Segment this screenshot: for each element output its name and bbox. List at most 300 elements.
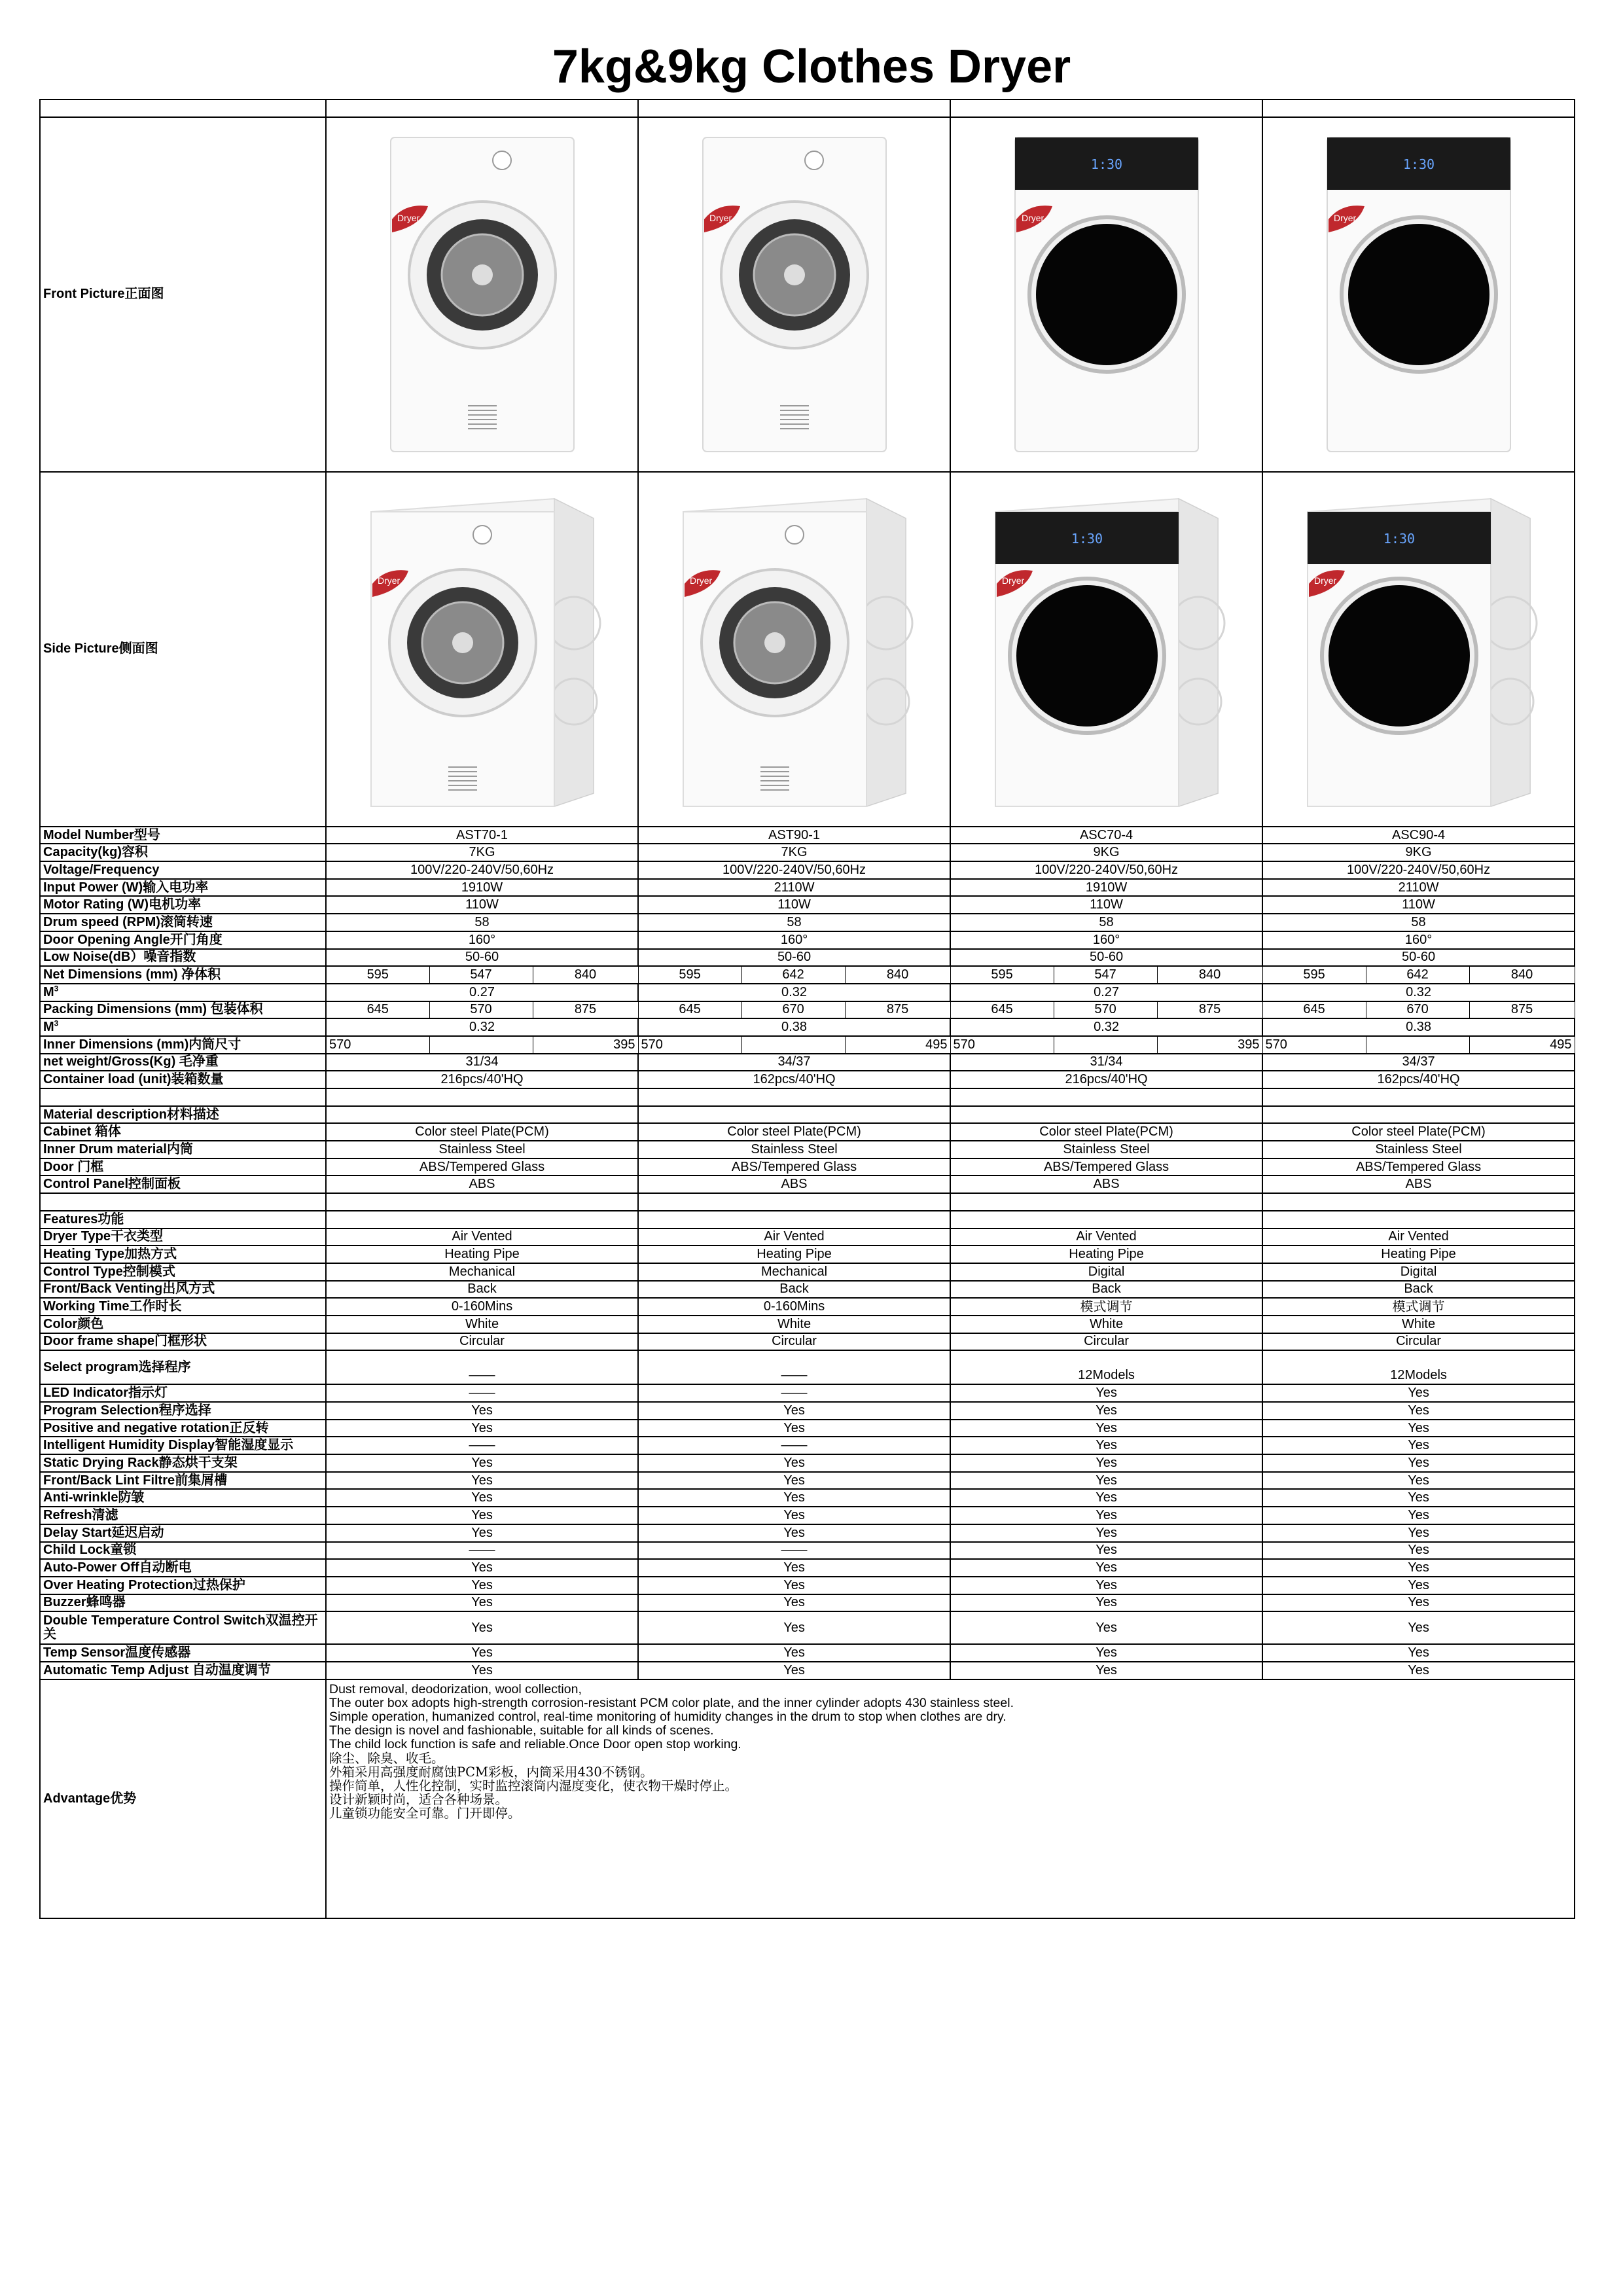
cell-double_temp-2: Yes — [638, 1611, 950, 1644]
svg-text:1:30: 1:30 — [1383, 530, 1415, 547]
cell-motor-2: 110W — [638, 896, 950, 914]
row-voltage — [40, 861, 1575, 879]
row-control-type — [40, 1263, 1575, 1281]
row-label-door: Door 门框 — [40, 1158, 326, 1176]
cell-door-2: ABS/Tempered Glass — [638, 1158, 950, 1176]
row-label-empty — [40, 1088, 326, 1106]
cell-led-3: Yes — [950, 1384, 1262, 1402]
cell-empty-2 — [638, 1088, 950, 1106]
cell-inner-4-1: 570 — [1262, 1036, 1366, 1054]
row-packing-dimensions — [40, 1001, 1575, 1019]
advantage-line: 外箱采用高强度耐腐蚀PCM彩板，内筒采用430不锈钢。 — [329, 1764, 653, 1780]
cell-empty-2 — [638, 1211, 950, 1229]
cell-dryer_type-2: Air Vented — [638, 1229, 950, 1246]
front-picture-cell-3 — [950, 117, 1262, 472]
row-label-refresh: Refresh清滤 — [40, 1507, 326, 1524]
svg-text:Dryer: Dryer — [397, 212, 419, 223]
cell-capacity-2: 7KG — [638, 844, 950, 861]
blank-cell — [1262, 99, 1575, 117]
cell-panel-4: ABS — [1262, 1175, 1575, 1193]
cell-over_heat-1: Yes — [326, 1577, 638, 1594]
row-features — [40, 1211, 1575, 1229]
cell-pack_m3-3: 0.32 — [950, 1018, 1262, 1036]
row-motor-rating — [40, 896, 1575, 914]
svg-text:1:30: 1:30 — [1071, 530, 1103, 547]
cell-auto_off-1: Yes — [326, 1559, 638, 1577]
cell-anti_wrinkle-3: Yes — [950, 1489, 1262, 1507]
cell-weight-1: 31/34 — [326, 1054, 638, 1071]
spec-table — [39, 99, 1575, 1919]
cell-auto_temp-2: Yes — [638, 1662, 950, 1679]
row-select-program — [40, 1350, 1575, 1384]
cell-rack-1: Yes — [326, 1454, 638, 1472]
cell-pack_m3-4: 0.38 — [1262, 1018, 1575, 1036]
row-label-cabinet: Cabinet 箱体 — [40, 1123, 326, 1141]
cell-door-1: ABS/Tempered Glass — [326, 1158, 638, 1176]
row-label-delay-start: Delay Start延迟启动 — [40, 1524, 326, 1542]
cell-double_temp-1: Yes — [326, 1611, 638, 1644]
cell-over_heat-4: Yes — [1262, 1577, 1575, 1594]
cell-led-1: —— — [326, 1384, 638, 1402]
advantage-line: Dust removal, deodorization, wool collection, — [329, 1681, 582, 1696]
cell-control-1: Mechanical — [326, 1263, 638, 1281]
cell-anti_wrinkle-2: Yes — [638, 1489, 950, 1507]
row-refresh — [40, 1507, 1575, 1524]
row-label-voltage: Voltage/Frequency — [40, 861, 326, 879]
cell-pack-4-3: 875 — [1469, 1001, 1575, 1019]
row-label-child-lock: Child Lock童锁 — [40, 1542, 326, 1560]
cell-double_temp-3: Yes — [950, 1611, 1262, 1644]
row-container-load — [40, 1071, 1575, 1088]
cell-voltage-4: 100V/220-240V/50,60Hz — [1262, 861, 1575, 879]
row-drying-rack — [40, 1454, 1575, 1472]
cell-rack-3: Yes — [950, 1454, 1262, 1472]
cell-led-2: —— — [638, 1384, 950, 1402]
svg-text:Dryer: Dryer — [1313, 575, 1336, 586]
cell-empty-4 — [1262, 1088, 1575, 1106]
row-label-working-time: Working Time工作时长 — [40, 1298, 326, 1316]
cell-empty-3 — [950, 1106, 1262, 1124]
row-label-over-heating: Over Heating Protection过热保护 — [40, 1577, 326, 1594]
cell-working_time-2: 0-160Mins — [638, 1298, 950, 1316]
row-label-door-angle: Door Opening Angle开门角度 — [40, 931, 326, 949]
cell-inner-1-1: 570 — [326, 1036, 429, 1054]
cell-capacity-4: 9KG — [1262, 844, 1575, 861]
row-drum-speed — [40, 914, 1575, 931]
front-picture-cell-4 — [1262, 117, 1575, 472]
row-double-temp — [40, 1611, 1575, 1644]
row-label-side-picture: Side Picture侧面图 — [40, 472, 326, 827]
cell-container-2: 162pcs/40'HQ — [638, 1071, 950, 1088]
row-child-lock — [40, 1542, 1575, 1560]
cell-over_heat-2: Yes — [638, 1577, 950, 1594]
cell-pack_m3-2: 0.38 — [638, 1018, 950, 1036]
cell-container-3: 216pcs/40'HQ — [950, 1071, 1262, 1088]
row-label-venting: Front/Back Venting出风方式 — [40, 1281, 326, 1299]
cell-color-1: White — [326, 1316, 638, 1333]
row-heating-type — [40, 1246, 1575, 1263]
cell-inner-3-1: 570 — [950, 1036, 1054, 1054]
row-lint-filter — [40, 1472, 1575, 1490]
cell-empty-1 — [326, 1106, 638, 1124]
cell-input_power-2: 2110W — [638, 879, 950, 897]
cell-dryer_type-1: Air Vented — [326, 1229, 638, 1246]
m3-unit: M — [43, 984, 54, 999]
front-picture-cell-1 — [326, 117, 638, 472]
cell-empty-1 — [326, 1193, 638, 1211]
cell-voltage-3: 100V/220-240V/50,60Hz — [950, 861, 1262, 879]
cell-delay-2: Yes — [638, 1524, 950, 1542]
cell-refresh-4: Yes — [1262, 1507, 1575, 1524]
cell-empty-1 — [326, 1211, 638, 1229]
cell-buzzer-2: Yes — [638, 1594, 950, 1612]
row-net-weight — [40, 1054, 1575, 1071]
row-label-input-power: Input Power (W)输入电功率 — [40, 879, 326, 897]
advantage-line: 操作简单，人性化控制，实时监控滚筒内湿度变化，使衣物干燥时停止。 — [329, 1778, 738, 1793]
cell-lint-4: Yes — [1262, 1472, 1575, 1490]
cell-panel-3: ABS — [950, 1175, 1262, 1193]
row-inner-dimensions — [40, 1036, 1575, 1054]
svg-text:1:30: 1:30 — [1090, 156, 1122, 172]
row-label-rotation: Positive and negative rotation正反转 — [40, 1420, 326, 1437]
cell-empty-4 — [1262, 1211, 1575, 1229]
side-picture-cell-3 — [950, 472, 1262, 827]
row-anti-wrinkle — [40, 1489, 1575, 1507]
front-picture-cell-2 — [638, 117, 950, 472]
cell-buzzer-1: Yes — [326, 1594, 638, 1612]
cell-empty-3 — [950, 1193, 1262, 1211]
cell-child_lock-2: —— — [638, 1542, 950, 1560]
cell-net-1-2: 547 — [429, 966, 533, 984]
cell-control-4: Digital — [1262, 1263, 1575, 1281]
cell-humidity-4: Yes — [1262, 1437, 1575, 1454]
advantage-line: The design is novel and fashionable, suitable for all kinds of scenes. — [329, 1723, 714, 1738]
row-label-drum-speed: Drum speed (RPM)滚筒转速 — [40, 914, 326, 931]
cell-anti_wrinkle-1: Yes — [326, 1489, 638, 1507]
cell-inner-2-1: 570 — [638, 1036, 741, 1054]
advantage-text — [326, 1679, 1575, 1918]
cell-temp_sensor-4: Yes — [1262, 1644, 1575, 1662]
cell-auto_temp-1: Yes — [326, 1662, 638, 1679]
cell-pack-3-2: 570 — [1054, 1001, 1157, 1019]
m3-unit: M — [43, 1020, 54, 1035]
row-auto-temp — [40, 1662, 1575, 1679]
row-blank-2 — [40, 1193, 1575, 1211]
cell-delay-3: Yes — [950, 1524, 1262, 1542]
cell-child_lock-1: —— — [326, 1542, 638, 1560]
cell-over_heat-3: Yes — [950, 1577, 1262, 1594]
cell-pack-1-1: 645 — [326, 1001, 429, 1019]
cell-dryer_type-3: Air Vented — [950, 1229, 1262, 1246]
cell-input_power-4: 2110W — [1262, 879, 1575, 897]
row-low-noise — [40, 949, 1575, 967]
cell-inner-2-2 — [741, 1036, 845, 1054]
cell-anti_wrinkle-4: Yes — [1262, 1489, 1575, 1507]
cell-heating-1: Heating Pipe — [326, 1246, 638, 1263]
cell-working_time-4: 模式调节 — [1262, 1298, 1575, 1316]
cell-model-3: ASC70-4 — [950, 827, 1262, 844]
row-label-control-type: Control Type控制模式 — [40, 1263, 326, 1281]
cell-rotation-4: Yes — [1262, 1420, 1575, 1437]
row-label-humidity-display: Intelligent Humidity Display智能湿度显示 — [40, 1437, 326, 1454]
cell-refresh-2: Yes — [638, 1507, 950, 1524]
cell-container-4: 162pcs/40'HQ — [1262, 1071, 1575, 1088]
row-working-time — [40, 1298, 1575, 1316]
cell-empty-3 — [950, 1211, 1262, 1229]
advantage-line: 设计新颖时尚，适合各种场景。 — [329, 1791, 508, 1807]
blank-cell — [950, 99, 1262, 117]
cell-program_selection-4: Yes — [1262, 1402, 1575, 1420]
side-picture-row — [40, 472, 1575, 827]
cell-delay-4: Yes — [1262, 1524, 1575, 1542]
row-label-motor-rating: Motor Rating (W)电机功率 — [40, 896, 326, 914]
row-label-door-frame-shape: Door frame shape门框形状 — [40, 1333, 326, 1351]
row-delay-start — [40, 1524, 1575, 1542]
row-label-color: Color颜色 — [40, 1316, 326, 1333]
cell-net-2-2: 642 — [741, 966, 845, 984]
cell-humidity-2: —— — [638, 1437, 950, 1454]
cell-pack-2-3: 875 — [845, 1001, 950, 1019]
cell-inner-2-3: 495 — [845, 1036, 950, 1054]
svg-text:Dryer: Dryer — [689, 575, 712, 586]
cell-select_program-1: —— — [326, 1350, 638, 1384]
row-label-model-number: Model Number型号 — [40, 827, 326, 844]
cell-net_m3-3: 0.27 — [950, 984, 1262, 1001]
cell-color-4: White — [1262, 1316, 1575, 1333]
cell-pack-2-1: 645 — [638, 1001, 741, 1019]
cell-pack-1-2: 570 — [429, 1001, 533, 1019]
cell-cabinet-4: Color steel Plate(PCM) — [1262, 1123, 1575, 1141]
cell-net-2-1: 595 — [638, 966, 741, 984]
cell-voltage-1: 100V/220-240V/50,60Hz — [326, 861, 638, 879]
cell-venting-3: Back — [950, 1281, 1262, 1299]
cell-drum_speed-3: 58 — [950, 914, 1262, 931]
cell-color-2: White — [638, 1316, 950, 1333]
cell-program_selection-3: Yes — [950, 1402, 1262, 1420]
row-label-heating-type: Heating Type加热方式 — [40, 1246, 326, 1263]
row-led-indicator — [40, 1384, 1575, 1402]
cell-door_angle-3: 160° — [950, 931, 1262, 949]
cell-drum_speed-1: 58 — [326, 914, 638, 931]
cell-empty-3 — [950, 1088, 1262, 1106]
cell-venting-1: Back — [326, 1281, 638, 1299]
cell-net-4-1: 595 — [1262, 966, 1366, 984]
cell-program_selection-2: Yes — [638, 1402, 950, 1420]
row-rotation — [40, 1420, 1575, 1437]
blank-cell — [326, 99, 638, 117]
cell-door_shape-4: Circular — [1262, 1333, 1575, 1351]
cell-select_program-3: 12Models — [950, 1350, 1262, 1384]
page-title: 7kg&9kg Clothes Dryer — [552, 41, 1071, 93]
cell-buzzer-3: Yes — [950, 1594, 1262, 1612]
row-label-select-program: Select program选择程序 — [40, 1350, 326, 1384]
cell-door-4: ABS/Tempered Glass — [1262, 1158, 1575, 1176]
cell-led-4: Yes — [1262, 1384, 1575, 1402]
cell-rack-4: Yes — [1262, 1454, 1575, 1472]
row-label-dryer-type: Dryer Type干衣类型 — [40, 1229, 326, 1246]
blank-cell — [638, 99, 950, 117]
cell-cabinet-3: Color steel Plate(PCM) — [950, 1123, 1262, 1141]
row-label-material-description: Material description材料描述 — [40, 1106, 326, 1124]
cell-door_angle-4: 160° — [1262, 931, 1575, 949]
svg-text:Dryer: Dryer — [1333, 212, 1356, 223]
cell-model-1: AST70-1 — [326, 827, 638, 844]
row-dryer-type — [40, 1229, 1575, 1246]
cell-working_time-3: 模式调节 — [950, 1298, 1262, 1316]
cell-child_lock-3: Yes — [950, 1542, 1262, 1560]
cell-program_selection-1: Yes — [326, 1402, 638, 1420]
row-label-capacity: Capacity(kg)容积 — [40, 844, 326, 861]
row-label-front-picture: Front Picture正面图 — [40, 117, 326, 472]
cell-drum_speed-4: 58 — [1262, 914, 1575, 931]
cell-drum-2: Stainless Steel — [638, 1141, 950, 1158]
cell-motor-1: 110W — [326, 896, 638, 914]
row-net-dimensions — [40, 966, 1575, 984]
front-picture-dryer-2 — [690, 131, 899, 458]
cell-pack-4-1: 645 — [1262, 1001, 1366, 1019]
cell-net-2-3: 840 — [845, 966, 950, 984]
cell-drum-3: Stainless Steel — [950, 1141, 1262, 1158]
row-label-inner-dimensions: Inner Dimensions (mm)内筒尺寸 — [40, 1036, 326, 1054]
row-label-advantage: Advantage优势 — [40, 1679, 326, 1918]
row-label-double-temp: Double Temperature Control Switch双温控开关 — [40, 1611, 326, 1644]
advantage-line: 除尘、除臭、收毛。 — [329, 1750, 444, 1766]
cell-pack-4-2: 670 — [1366, 1001, 1469, 1019]
cell-auto_off-3: Yes — [950, 1559, 1262, 1577]
cell-empty-2 — [638, 1106, 950, 1124]
side-picture-cell-2 — [638, 472, 950, 827]
cell-net-3-2: 547 — [1054, 966, 1157, 984]
cell-empty-1 — [326, 1088, 638, 1106]
cell-pack-3-1: 645 — [950, 1001, 1054, 1019]
row-door-angle — [40, 931, 1575, 949]
cell-panel-1: ABS — [326, 1175, 638, 1193]
cell-buzzer-4: Yes — [1262, 1594, 1575, 1612]
cell-double_temp-4: Yes — [1262, 1611, 1575, 1644]
m3-superscript: 3 — [54, 1018, 59, 1028]
row-label-empty — [40, 1193, 326, 1211]
cell-humidity-1: —— — [326, 1437, 638, 1454]
cell-motor-4: 110W — [1262, 896, 1575, 914]
row-advantage — [40, 1679, 1575, 1918]
cell-humidity-3: Yes — [950, 1437, 1262, 1454]
row-program-selection — [40, 1402, 1575, 1420]
row-door-frame-shape — [40, 1333, 1575, 1351]
row-net-dimensions-m3 — [40, 984, 1575, 1001]
blank-cell — [40, 99, 326, 117]
row-model-number — [40, 827, 1575, 844]
row-label-inner-drum: Inner Drum material内筒 — [40, 1141, 326, 1158]
cell-rack-2: Yes — [638, 1454, 950, 1472]
cell-door_shape-2: Circular — [638, 1333, 950, 1351]
svg-text:1:30: 1:30 — [1402, 156, 1435, 172]
cell-net-4-2: 642 — [1366, 966, 1469, 984]
row-label-temp-sensor: Temp Sensor温度传感器 — [40, 1644, 326, 1662]
cell-refresh-3: Yes — [950, 1507, 1262, 1524]
cell-venting-4: Back — [1262, 1281, 1575, 1299]
cell-door_shape-3: Circular — [950, 1333, 1262, 1351]
cell-capacity-1: 7KG — [326, 844, 638, 861]
row-input-power — [40, 879, 1575, 897]
row-label-program-selection: Program Selection程序选择 — [40, 1402, 326, 1420]
cell-auto_off-2: Yes — [638, 1559, 950, 1577]
cell-door-3: ABS/Tempered Glass — [950, 1158, 1262, 1176]
row-capacity — [40, 844, 1575, 861]
cell-net-1-1: 595 — [326, 966, 429, 984]
row-cabinet — [40, 1123, 1575, 1141]
row-inner-drum — [40, 1141, 1575, 1158]
cell-drum-1: Stainless Steel — [326, 1141, 638, 1158]
cell-venting-2: Back — [638, 1281, 950, 1299]
front-picture-dryer-3 — [1002, 131, 1211, 458]
cell-delay-1: Yes — [326, 1524, 638, 1542]
row-label-m3 — [40, 1018, 326, 1036]
cell-dryer_type-4: Air Vented — [1262, 1229, 1575, 1246]
svg-text:Dryer: Dryer — [709, 212, 732, 223]
row-label-m3 — [40, 984, 326, 1001]
side-picture-dryer-4 — [1294, 486, 1543, 813]
cell-noise-2: 50-60 — [638, 949, 950, 967]
cell-net-3-3: 840 — [1157, 966, 1262, 984]
cell-empty-2 — [638, 1193, 950, 1211]
side-picture-dryer-1 — [358, 486, 607, 813]
row-venting — [40, 1281, 1575, 1299]
cell-rotation-2: Yes — [638, 1420, 950, 1437]
cell-net-4-3: 840 — [1469, 966, 1575, 984]
svg-text:Dryer: Dryer — [1001, 575, 1024, 586]
cell-refresh-1: Yes — [326, 1507, 638, 1524]
row-label-lint-filter: Front/Back Lint Filtre前集屑槽 — [40, 1472, 326, 1490]
cell-noise-1: 50-60 — [326, 949, 638, 967]
side-picture-cell-1 — [326, 472, 638, 827]
cell-control-2: Mechanical — [638, 1263, 950, 1281]
row-label-low-noise: Low Noise(dB）噪音指数 — [40, 949, 326, 967]
cell-rotation-1: Yes — [326, 1420, 638, 1437]
cell-lint-3: Yes — [950, 1472, 1262, 1490]
cell-cabinet-1: Color steel Plate(PCM) — [326, 1123, 638, 1141]
row-label-auto-temp: Automatic Temp Adjust 自动温度调节 — [40, 1662, 326, 1679]
svg-text:Dryer: Dryer — [1021, 212, 1044, 223]
row-label-features: Features功能 — [40, 1211, 326, 1229]
row-label-buzzer: Buzzer蜂鸣器 — [40, 1594, 326, 1612]
cell-door_angle-2: 160° — [638, 931, 950, 949]
row-door — [40, 1158, 1575, 1176]
cell-select_program-2: —— — [638, 1350, 950, 1384]
cell-inner-3-3: 395 — [1157, 1036, 1262, 1054]
advantage-line: Simple operation, humanized control, real-time monitoring of humidity changes in the drum to stop when clothes are dry. — [329, 1709, 1007, 1724]
cell-auto_temp-3: Yes — [950, 1662, 1262, 1679]
row-label-drying-rack: Static Drying Rack静态烘干支架 — [40, 1454, 326, 1472]
row-color — [40, 1316, 1575, 1333]
cell-empty-4 — [1262, 1193, 1575, 1211]
front-picture-row — [40, 117, 1575, 472]
cell-weight-2: 34/37 — [638, 1054, 950, 1071]
cell-drum-4: Stainless Steel — [1262, 1141, 1575, 1158]
cell-drum_speed-2: 58 — [638, 914, 950, 931]
row-buzzer — [40, 1594, 1575, 1612]
header-blank-row — [40, 99, 1575, 117]
cell-door_shape-1: Circular — [326, 1333, 638, 1351]
cell-heating-3: Heating Pipe — [950, 1246, 1262, 1263]
cell-pack-3-3: 875 — [1157, 1001, 1262, 1019]
cell-inner-1-2 — [429, 1036, 533, 1054]
cell-color-3: White — [950, 1316, 1262, 1333]
row-temp-sensor — [40, 1644, 1575, 1662]
cell-panel-2: ABS — [638, 1175, 950, 1193]
row-label-packing-dimensions: Packing Dimensions (mm) 包装体积 — [40, 1001, 326, 1019]
side-picture-dryer-3 — [982, 486, 1231, 813]
row-label-net-weight: net weight/Gross(Kg) 毛净重 — [40, 1054, 326, 1071]
